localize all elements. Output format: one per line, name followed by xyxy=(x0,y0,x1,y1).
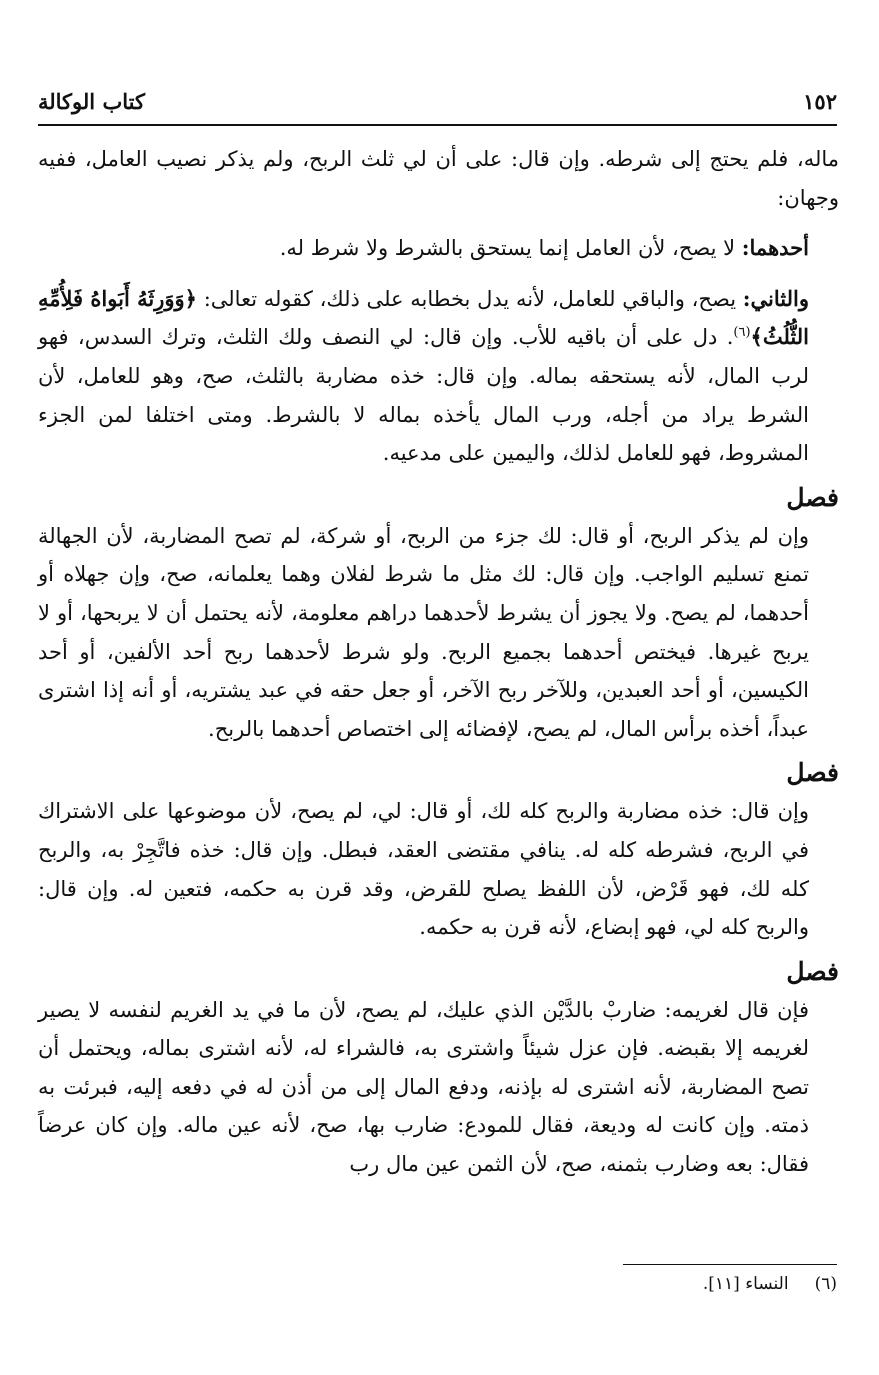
footnote-text: النساء [١١]. xyxy=(702,1274,789,1294)
footnote-number: (٦) xyxy=(814,1274,837,1294)
paragraph-text: لا يصح، لأن العامل إنما يستحق بالشرط ولا شرط له. xyxy=(279,236,742,261)
main-text xyxy=(38,140,839,1184)
book-title: كتاب الوكالة xyxy=(38,89,145,114)
term-label: أحدهما: xyxy=(741,235,809,261)
footnote-reference: (٦) xyxy=(733,325,751,341)
paragraph-text: . دل على أن باقيه للأب. وإن قال: لي النصف ولك الثلث، وترك السدس، فهو لرب المال، لأنه يستحقه بماله. وإن قال: خذه مضاربة بالثلث، صح، وهو للعامل، لأن الشرط يراد من أجله، ورب المال يأخذه بماله لا بالشرط. ومتى اختلفا لمن الجزء المشروط، فهو للعامل لذلك، واليمين على مدعيه. xyxy=(38,325,809,466)
paragraph-text: يصح، والباقي للعامل، لأنه يدل بخطابه على ذلك، كقوله تعالى: xyxy=(196,286,743,311)
page-number: ١٥٢ xyxy=(803,89,837,114)
term-label: والثاني: xyxy=(742,285,809,311)
paragraph xyxy=(38,280,839,473)
footnote-rule xyxy=(623,1264,837,1265)
quran-verse: ﴿وَوَرِثَهُ أَبَواهُ فَلِأُمِّهِ الثُّلُثُ﴾ xyxy=(38,285,809,350)
paragraph xyxy=(38,229,839,268)
section-heading: فصل xyxy=(786,956,839,986)
section-heading: فصل xyxy=(786,482,839,512)
header-rule xyxy=(38,124,837,126)
paragraph: وإن لم يذكر الربح، أو قال: لك جزء من الربح، أو شركة، لم تصح المضاربة، لأن الجهالة تمنع تسليم الواجب. وإن قال: لك مثل ما شرط لفلان وهما يعلمانه، صح، وإن جهلاه أو أحدهما، لم يصح. ولا يجوز أن يشرط لأحدهما دراهم معلومة، لأنه يحتمل أن لا يربحها، أو لا يربح غيرها. فيختص أحدهما بجميع الربح. ولو شرط لأحدهما ربح أحد الألفين، أو أحد الكيسين، أو أحد العبدين، وللآخر ربح الآخر، أو جعل حقه في عبد يشتريه، أو أنه إذا اشترى عبداً، أخذه برأس المال، لم يصح، لإفضائه إلى اختصاص أحدهما بالربح. xyxy=(38,523,809,741)
paragraph: ماله، فلم يحتج إلى شرطه. وإن قال: على أن لي ثلث الربح، ولم يذكر نصيب العامل، ففيه وجهان: xyxy=(38,147,839,210)
paragraph: وإن قال: خذه مضاربة والربح كله لك، أو قال: لي، لم يصح، لأن موضوعها على الاشتراك في الربح، فشرطه كله له. ينافي مقتضى العقد، فبطل. وإن قال: خذه فاتَّجِرْ به، والربح كله لك، فهو قَرْض، لأن اللفظ يصلح للقرض، وقد قرن به حكمه، فتعين له. وإن قال: والربح كله لي، فهو إبضاع، لأنه قرن به حكمه. xyxy=(38,799,809,940)
paragraph: فإن قال لغريمه: ضاربْ بالدَّيْن الذي عليك، لم يصح، لأن ما في يد الغريم لنفسه لا يصير لغريمه إلا بقبضه. فإن عزل شيئاً واشترى به، فالشراء له، لأنه اشترى بماله، ويحتمل أن تصح المضاربة، لأنه اشترى له بإذنه، ودفع المال إلى من أذن له في دفعه إليه، فبرئت به ذمته. وإن كانت له وديعة، فقال للمودع: ضارب بها، صح، لأنه عين ماله. وإن كان عرضاً فقال: بعه وضارب بثمنه، صح، لأن الثمن عين مال رب xyxy=(38,997,809,1177)
running-header xyxy=(38,82,837,114)
footnote xyxy=(703,1274,837,1294)
section-heading: فصل xyxy=(786,758,839,788)
